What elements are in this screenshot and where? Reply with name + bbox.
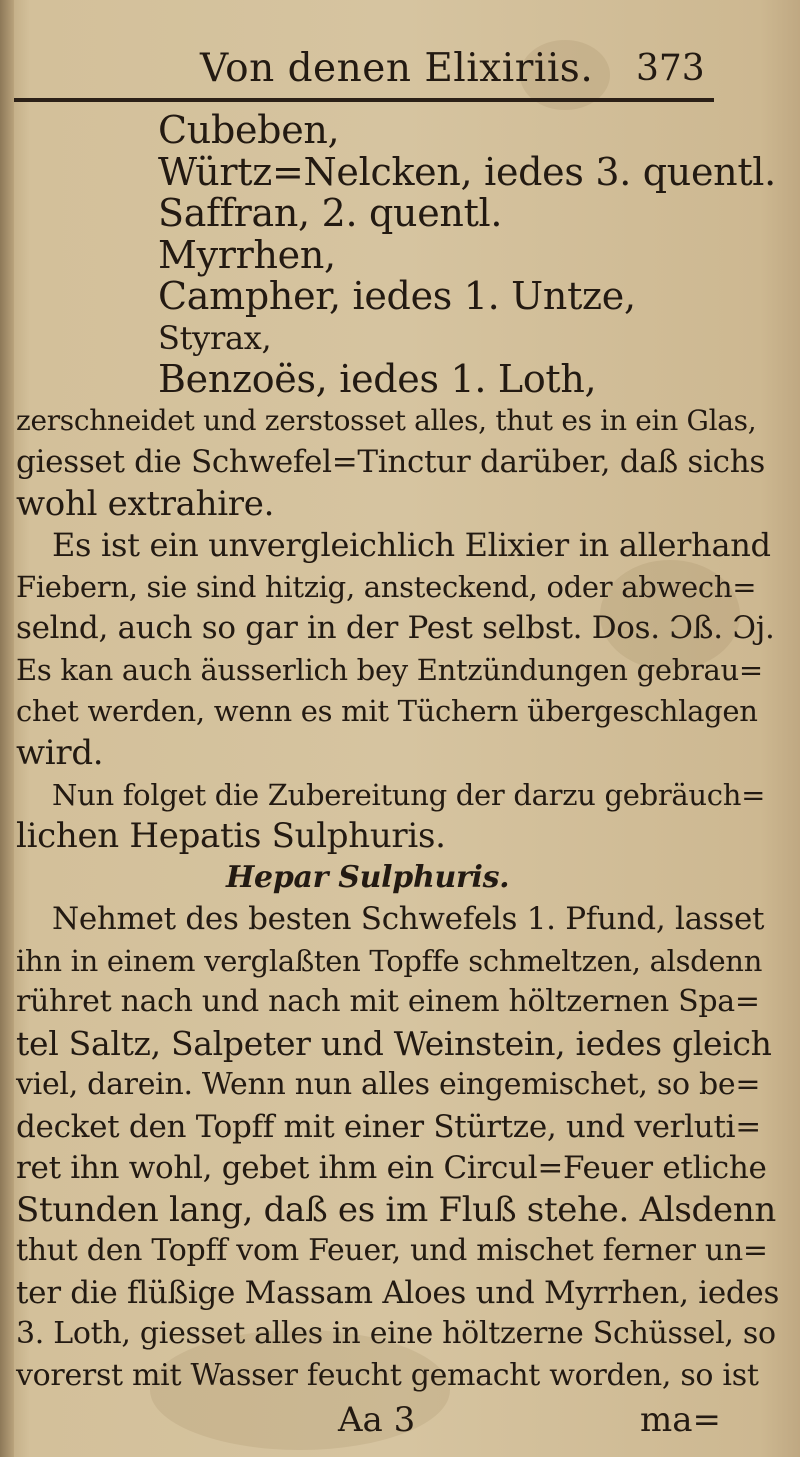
text-line: tel Saltz, Salpeter und Weinstein, iedes gleich (16, 1024, 772, 1063)
signature-mark: Aa 3 (338, 1400, 416, 1440)
text-line: rühret nach und nach mit einem höltzernen Spa= (16, 984, 760, 1019)
text-line: thut den Topff vom Feuer, und mischet ferner un= (16, 1233, 768, 1268)
text-line: Myrrhen, (158, 233, 336, 277)
text-line: Stunden lang, daß es im Fluß stehe. Alsdenn (16, 1190, 777, 1230)
text-line: lichen Hepatis Sulphuris. (16, 816, 446, 856)
text-line: ihn in einem verglaßten Topffe schmeltzen, alsdenn (16, 944, 763, 978)
text-line: Saffran, 2. quentl. (158, 191, 503, 235)
text-line: Nun folget die Zubereitung der darzu gebräuch= (52, 778, 766, 812)
text-line: zerschneidet und zerstosset alles, thut es in ein Glas, (16, 404, 757, 437)
text-line: Benzoës, iedes 1. Loth, (158, 357, 597, 401)
text-line: Fiebern, sie sind hitzig, ansteckend, oder abwech= (16, 570, 757, 604)
running-title: Von denen Elixiriis. (200, 46, 594, 91)
text-line: decket den Topff mit einer Stürtze, und verluti= (16, 1109, 761, 1145)
text-line: 3. Loth, giesset alles in eine höltzerne Schüssel, so (16, 1316, 776, 1351)
text-line: Campher, iedes 1. Untze, (158, 274, 636, 318)
text-line: Nehmet des besten Schwefels 1. Pfund, lasset (52, 901, 765, 937)
text-line: Es ist ein unvergleichlich Elixier in allerhand (52, 526, 771, 564)
text-line: chet werden, wenn es mit Tüchern übergeschlagen (16, 694, 758, 728)
text-line: viel, darein. Wenn nun alles eingemischet, so be= (16, 1067, 761, 1102)
text-line: selnd, auch so gar in der Pest selbst. Dos. Ɔß. Ɔj. (16, 610, 775, 646)
header-rule (14, 98, 714, 102)
text-line: Styrax, (158, 319, 272, 357)
text-line: vorerst mit Wasser feucht gemacht worden, so ist (16, 1358, 759, 1393)
text-line: giesset die Schwefel=Tinctur darüber, daß sichs (16, 444, 765, 480)
text-line: Cubeben, (158, 108, 340, 152)
text-line: wird. (16, 733, 104, 773)
text-line: ter die flüßige Massam Aloes und Myrrhen, iedes (16, 1275, 780, 1311)
page-number: 373 (636, 48, 705, 89)
text-line: ret ihn wohl, gebet ihm ein Circul=Feuer etliche (16, 1150, 767, 1186)
page-gutter (0, 0, 14, 1457)
page-header (0, 44, 800, 94)
text-line: Würtz=Nelcken, iedes 3. quentl. (158, 150, 776, 194)
section-heading: Hepar Sulphuris. (226, 860, 510, 895)
catchword: ma= (640, 1400, 721, 1440)
text-line: Es kan auch äusserlich bey Entzündungen gebrau= (16, 653, 763, 687)
text-line: wohl extrahire. (16, 484, 275, 524)
